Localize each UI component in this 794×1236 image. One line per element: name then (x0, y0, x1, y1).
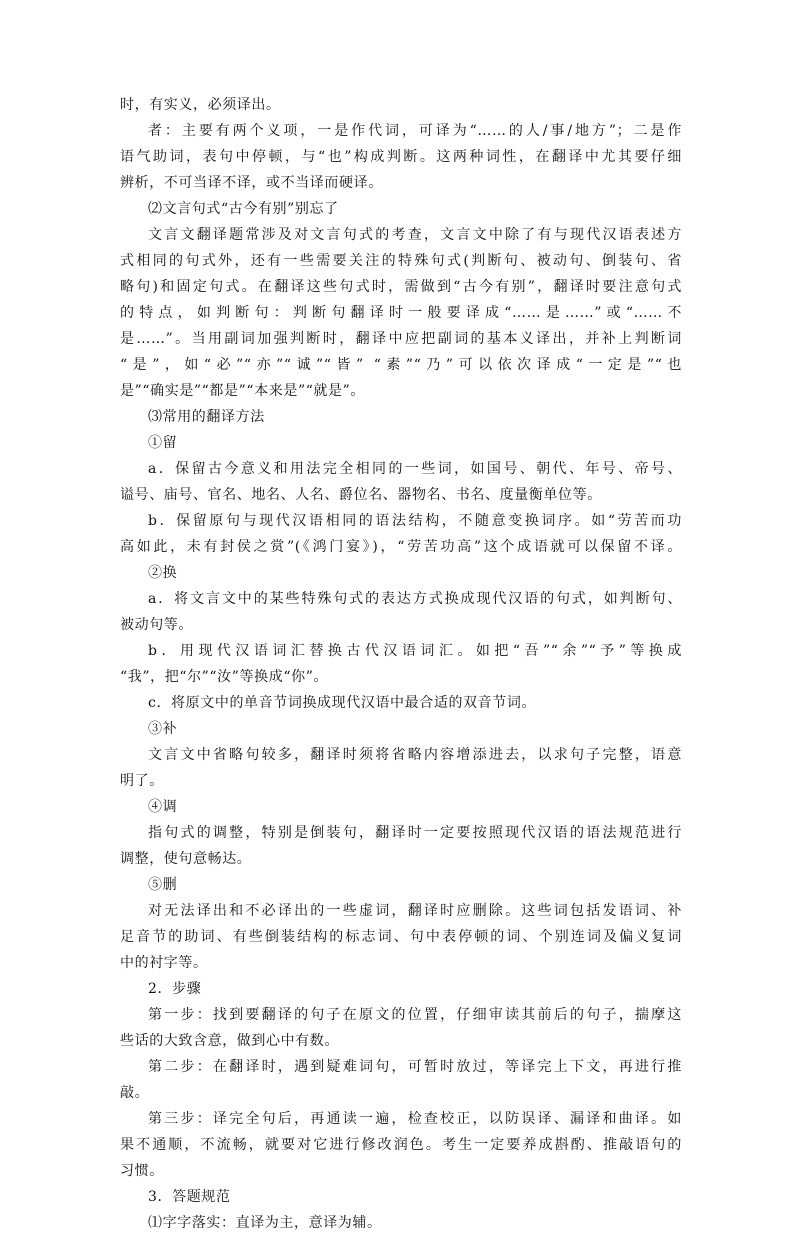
text-line: 果不通顺，不流畅，就要对它进行修改润色。考生一定要养成斟酌、推敲语句的 (120, 1137, 682, 1153)
text-line: 的特点，如判断句：判断句翻译时一般要译成“……是……”或“……不 (120, 305, 682, 321)
text-line: 些话的大致含意，做到心中有数。 (120, 1033, 339, 1049)
text-line: 第一步：找到要翻译的句子在原文的位置，仔细审读其前后的句子，揣摩这 (148, 1007, 682, 1023)
text-line: “是”，如“必”“亦”“诚”“皆” “素”“乃”可以依次译成“一定是”“也 (120, 357, 682, 373)
text-line: 敲。 (120, 1085, 150, 1101)
text-line: ⑤删 (148, 877, 178, 893)
text-line: ①留 (148, 435, 178, 451)
text-line: 者：主要有两个义项，一是作代词，可译为“……的人/事/地方”；二是作 (148, 123, 682, 139)
text-line: 2．步骤 (148, 981, 202, 997)
text-line: 语气助词，表句中停顿，与“也”构成判断。这两种词性，在翻译中尤其要仔细 (120, 149, 682, 165)
text-line: b．保留原句与现代汉语相同的语法结构，不随意变换词序。如“劳苦而功 (148, 513, 682, 529)
text-line: 高如此，未有封侯之赏”(《鸿门宴》)，“劳苦功高”这个成语就可以保留不译。 (120, 539, 682, 555)
text-line: 第三步：译完全句后，再通读一遍，检查校正，以防误译、漏译和曲译。如 (148, 1111, 682, 1127)
text-line: 被动句等。 (120, 617, 193, 633)
text-line: 是……”。当用副词加强判断时，翻译中应把副词的基本义译出，并补上判断词 (120, 331, 682, 347)
text-line: ③补 (148, 721, 178, 737)
text-line: 文言文中省略句较多，翻译时须将省略内容增添进去，以求句子完整，语意 (148, 747, 682, 763)
text-line: 辨析，不可当译不译，或不当译而硬译。 (120, 175, 383, 191)
text-line: 谥号、庙号、官名、地名、人名、爵位名、器物名、书名、度量衡单位等。 (120, 487, 602, 503)
text-line: 调整，使句意畅达。 (120, 851, 252, 867)
document-page (120, 92, 682, 1236)
text-line: 明了。 (120, 773, 164, 789)
text-line: 中的衬字等。 (120, 955, 208, 971)
text-line: ②换 (148, 565, 178, 581)
text-line: 对无法译出和不必译出的一些虚词，翻译时应删除。这些词包括发语词、补 (148, 903, 682, 919)
text-line: 3．答题规范 (148, 1189, 231, 1205)
text-line: 第二步：在翻译时，遇到疑难词句，可暂时放过，等译完上下文，再进行推 (148, 1059, 682, 1075)
text-line: 习惯。 (120, 1163, 164, 1179)
text-line: ⑵文言句式“古今有别”别忘了 (148, 201, 339, 217)
text-line: ⑴字字落实：直译为主，意译为辅。 (148, 1215, 382, 1231)
text-line: “我”，把“尔”“汝”等换成“你”。 (120, 669, 329, 685)
text-line: a．将文言文中的某些特殊句式的表达方式换成现代汉语的句式，如判断句、 (148, 591, 682, 607)
text-line: b．用现代汉语词汇替换古代汉语词汇。如把“吾”“余”“予”等换成 (148, 643, 682, 659)
text-line: ⑶常用的翻译方法 (148, 409, 265, 425)
text-line: 文言文翻译题常涉及对文言句式的考查，文言文中除了有与现代汉语表述方 (148, 227, 682, 243)
text-line: 略句)和固定句式。在翻译这些句式时，需做到“古今有别”，翻译时要注意句式 (120, 279, 682, 295)
text-line: 指句式的调整，特别是倒装句，翻译时一定要按照现代汉语的语法规范进行 (148, 825, 682, 841)
text-line: 是”“确实是”“都是”“本来是”“就是”。 (120, 383, 366, 399)
text-line: 足音节的助词、有些倒装结构的标志词、句中表停顿的词、个别连词及偏义复词 (120, 929, 682, 945)
text-line: a．保留古今意义和用法完全相同的一些词，如国号、朝代、年号、帝号、 (148, 461, 682, 477)
text-line: c．将原文中的单音节词换成现代汉语中最合适的双音节词。 (148, 695, 537, 711)
text-line: ④调 (148, 799, 178, 815)
text-line: 式相同的句式外，还有一些需要关注的特殊句式(判断句、被动句、倒装句、省 (120, 253, 682, 269)
text-line: 时，有实义，必须译出。 (120, 97, 281, 113)
